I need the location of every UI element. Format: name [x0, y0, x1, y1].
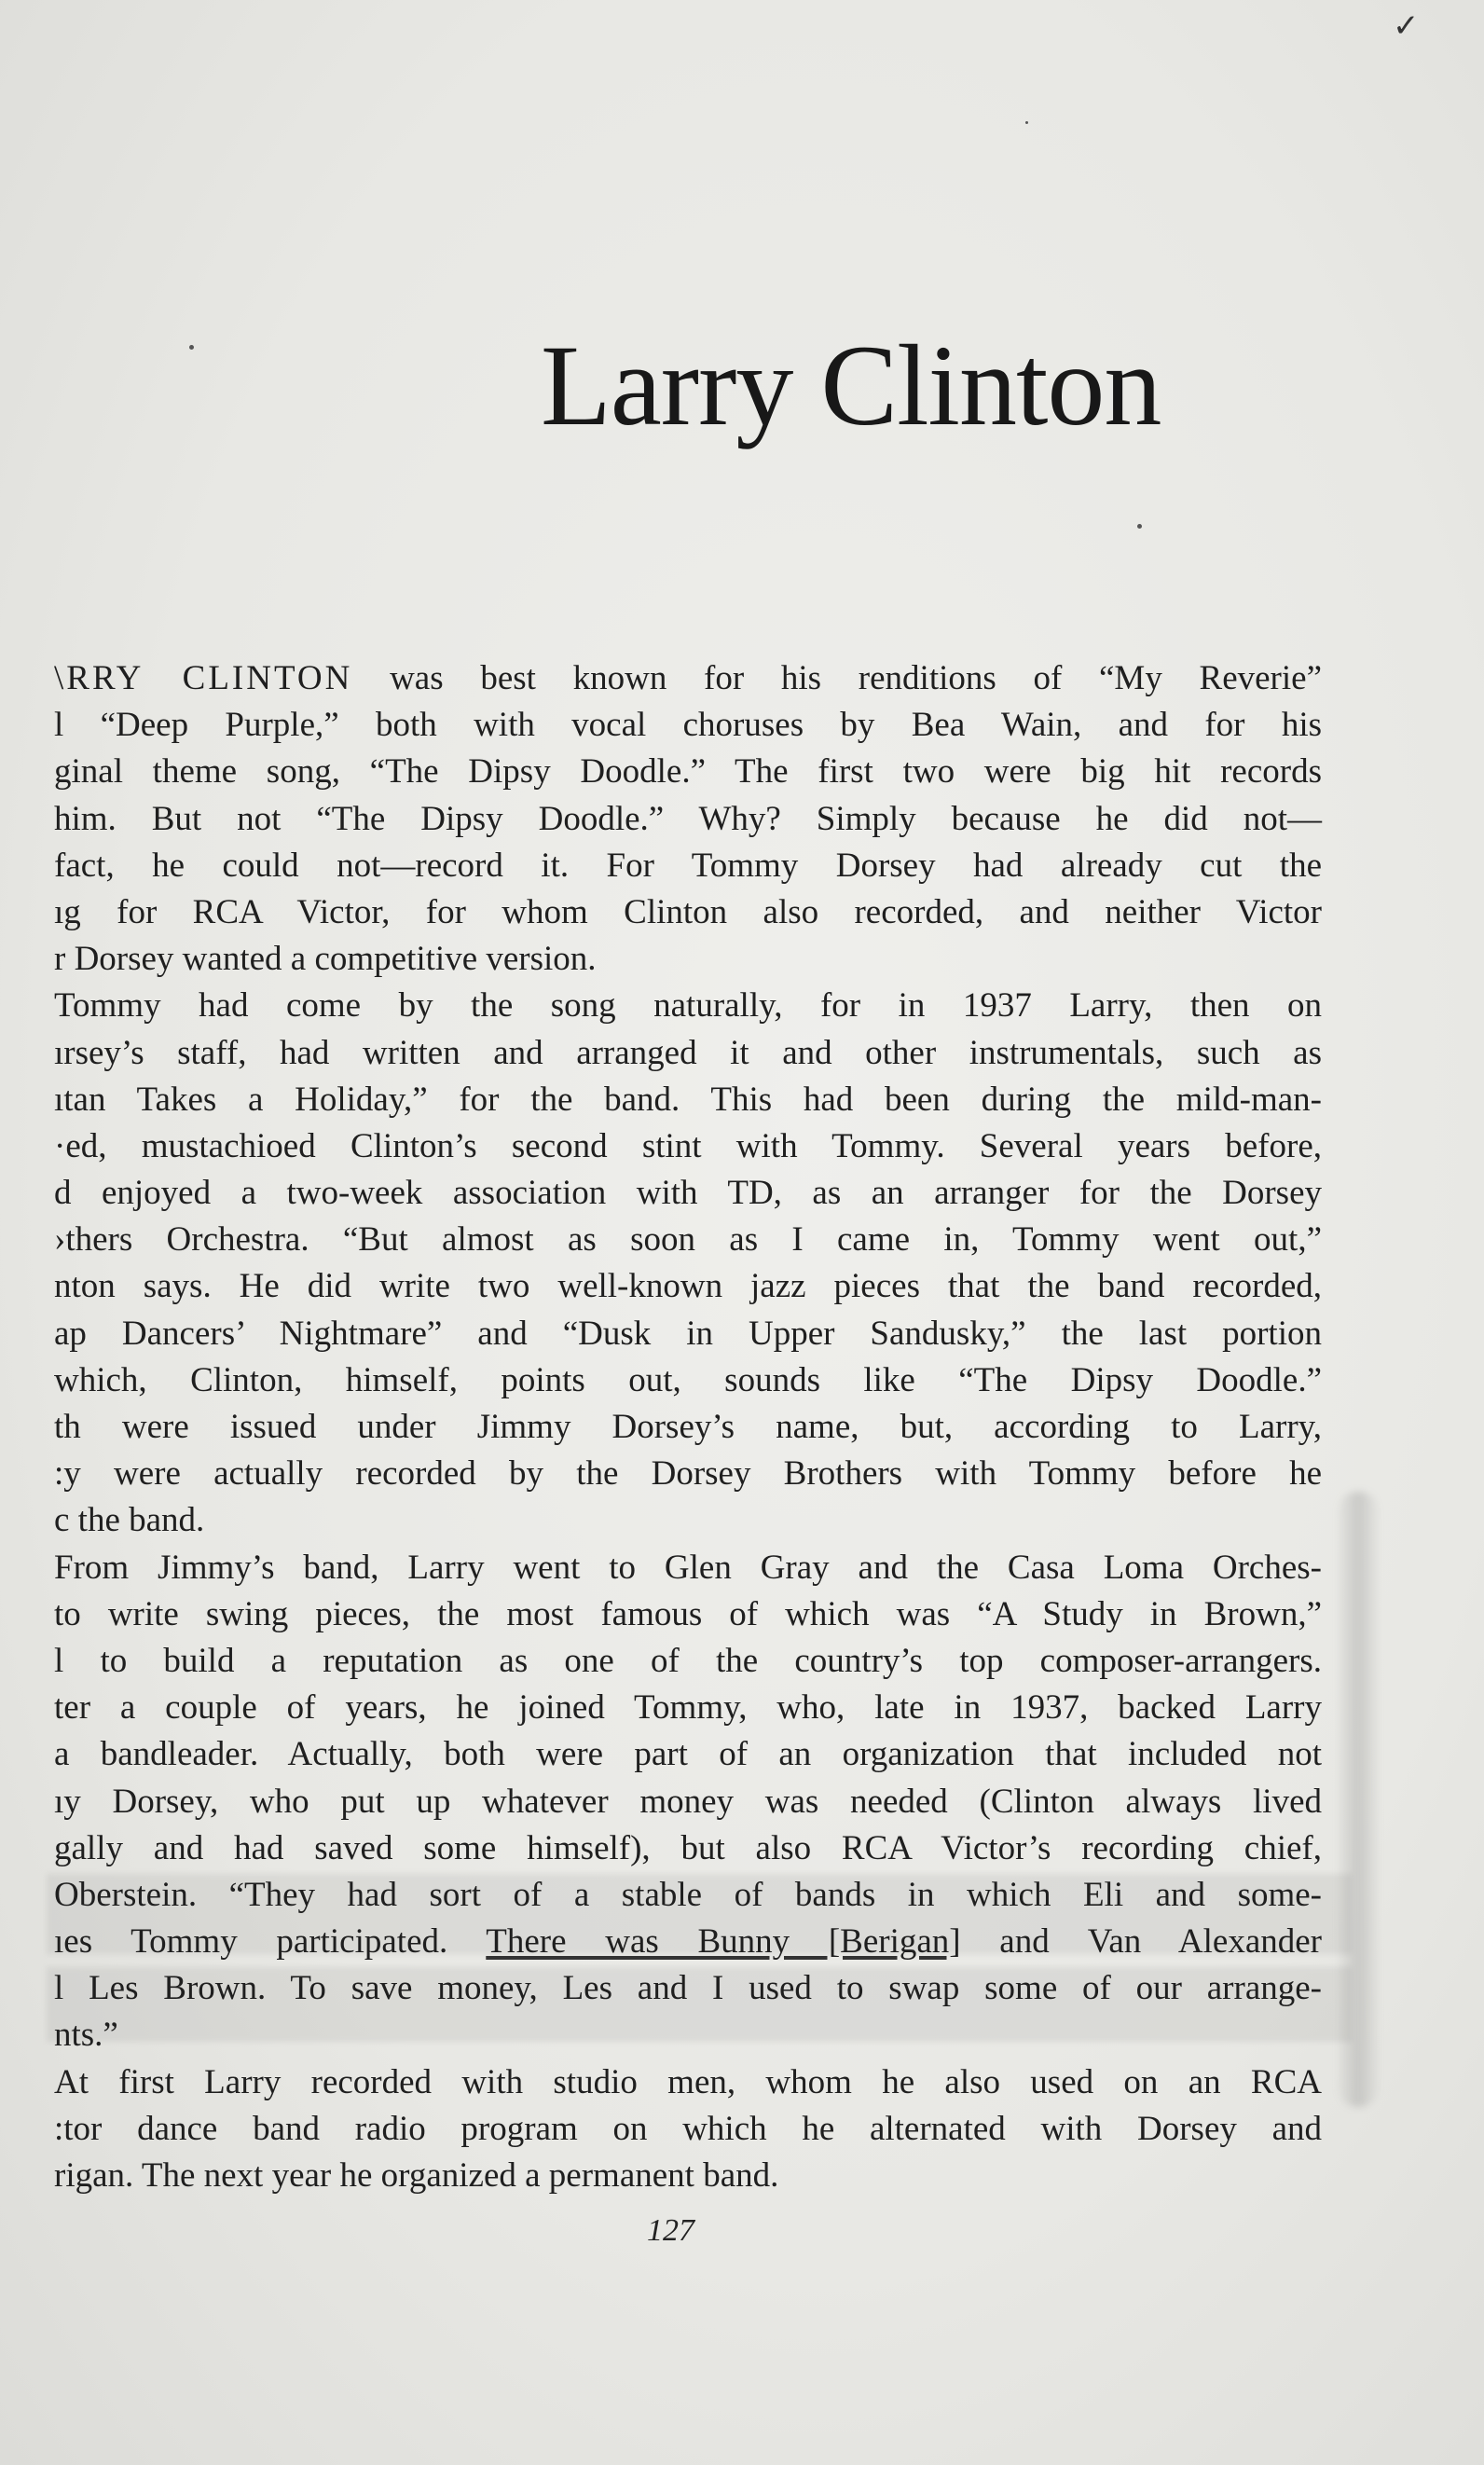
text-line: him. But not “The Dipsy Doodle.” Why? Simply because he did not—: [54, 799, 1322, 838]
text-line: gally and had saved some himself), but also RCA Victor’s recording chief,: [54, 1828, 1322, 1867]
text-line: ap Dancers’ Nightmare” and “Dusk in Upper Sandusky,” the last portion: [54, 1314, 1322, 1353]
text-line: ·ed, mustachioed Clinton’s second stint with Tommy. Several years before,: [54, 1126, 1322, 1165]
text-line: l to build a reputation as one of the country’s top composer-arrangers.: [54, 1641, 1322, 1680]
text-line: ginal theme song, “The Dipsy Doodle.” The first two were big hit records: [54, 752, 1322, 792]
text-line: Tommy had come by the song naturally, for in 1937 Larry, then on: [54, 986, 1322, 1026]
paragraph: [54, 1545, 1322, 2059]
text-line: At first Larry recorded with studio men, whom he also used on an RCA: [54, 2062, 1322, 2101]
text-line: ıy Dorsey, who put up whatever money was needed (Clinton always lived: [54, 1782, 1322, 1821]
body-text: [54, 655, 1322, 2199]
ink-speck: [1025, 121, 1028, 124]
text-line: c the band.: [54, 1501, 205, 1540]
text-line: ter a couple of years, he joined Tommy, who, late in 1937, backed Larry: [54, 1688, 1322, 1728]
text-line: l Les Brown. To save money, Les and I used to swap some of our arrange-: [54, 1969, 1322, 2008]
text-line: nton says. He did write two well-known jazz pieces that the band recorded,: [54, 1267, 1322, 1306]
text-line: :y were actually recorded by the Dorsey Brothers with Tommy before he: [54, 1454, 1322, 1494]
underlined-phrase: There was Bunny [Berigan]: [486, 1922, 961, 1962]
text-line: \RRY CLINTON was best known for his renditions of “My Reverie”: [54, 659, 1323, 697]
text-line: to write swing pieces, the most famous of which was “A Study in Brown,”: [54, 1594, 1322, 1633]
ink-speck: [1137, 524, 1142, 529]
check-mark-icon: ✓: [1393, 7, 1420, 45]
text-line: l “Deep Purple,” both with vocal choruses by Bea Wain, and for his: [54, 706, 1322, 745]
text-line: Oberstein. “They had sort of a stable of bands in which Eli and some-: [54, 1875, 1322, 1914]
margin-mark: [1339, 1492, 1378, 2107]
text-line: rigan. The next year he organized a permanent band.: [54, 2156, 779, 2195]
text-line: ırsey’s staff, had written and arranged it and other instrumentals, such as: [54, 1033, 1322, 1072]
text-line: a bandleader. Actually, both were part of an organization that included not: [54, 1735, 1322, 1774]
text-line: ıg for RCA Victor, for whom Clinton also recorded, and neither Victor: [54, 892, 1322, 931]
text-line: fact, he could not—record it. For Tommy Dorsey had already cut the: [54, 846, 1322, 885]
text-line: d enjoyed a two-week association with TD, as an arranger for the Dorsey: [54, 1174, 1322, 1213]
text-line: ıes Tommy participated. There was Bunny [Berigan] and Van Alexander: [54, 1922, 1322, 1962]
text-line: which, Clinton, himself, points out, sounds like “The Dipsy Doodle.”: [54, 1360, 1322, 1399]
lead-name: \RRY CLINTON: [54, 659, 353, 697]
text-line: r Dorsey wanted a competitive version.: [54, 940, 597, 979]
ink-speck: [189, 345, 194, 350]
paragraph: [54, 2059, 1322, 2200]
text-line: From Jimmy’s band, Larry went to Glen Gray and the Casa Loma Orches-: [54, 1548, 1322, 1587]
text-line: ›thers Orchestra. “But almost as soon as I came in, Tommy went out,”: [54, 1220, 1322, 1260]
text-line: :tor dance band radio program on which he alternated with Dorsey and: [54, 2109, 1322, 2148]
text-line: nts.”: [54, 2016, 118, 2055]
paragraph: [54, 655, 1322, 983]
paragraph: [54, 983, 1322, 1544]
text-line: th were issued under Jimmy Dorsey’s name, but, according to Larry,: [54, 1408, 1322, 1446]
text-line: ıtan Takes a Holiday,” for the band. This had been during the mild-man-: [54, 1080, 1322, 1119]
page-number: 127: [647, 2213, 694, 2248]
chapter-title: Larry Clinton: [541, 322, 1161, 449]
